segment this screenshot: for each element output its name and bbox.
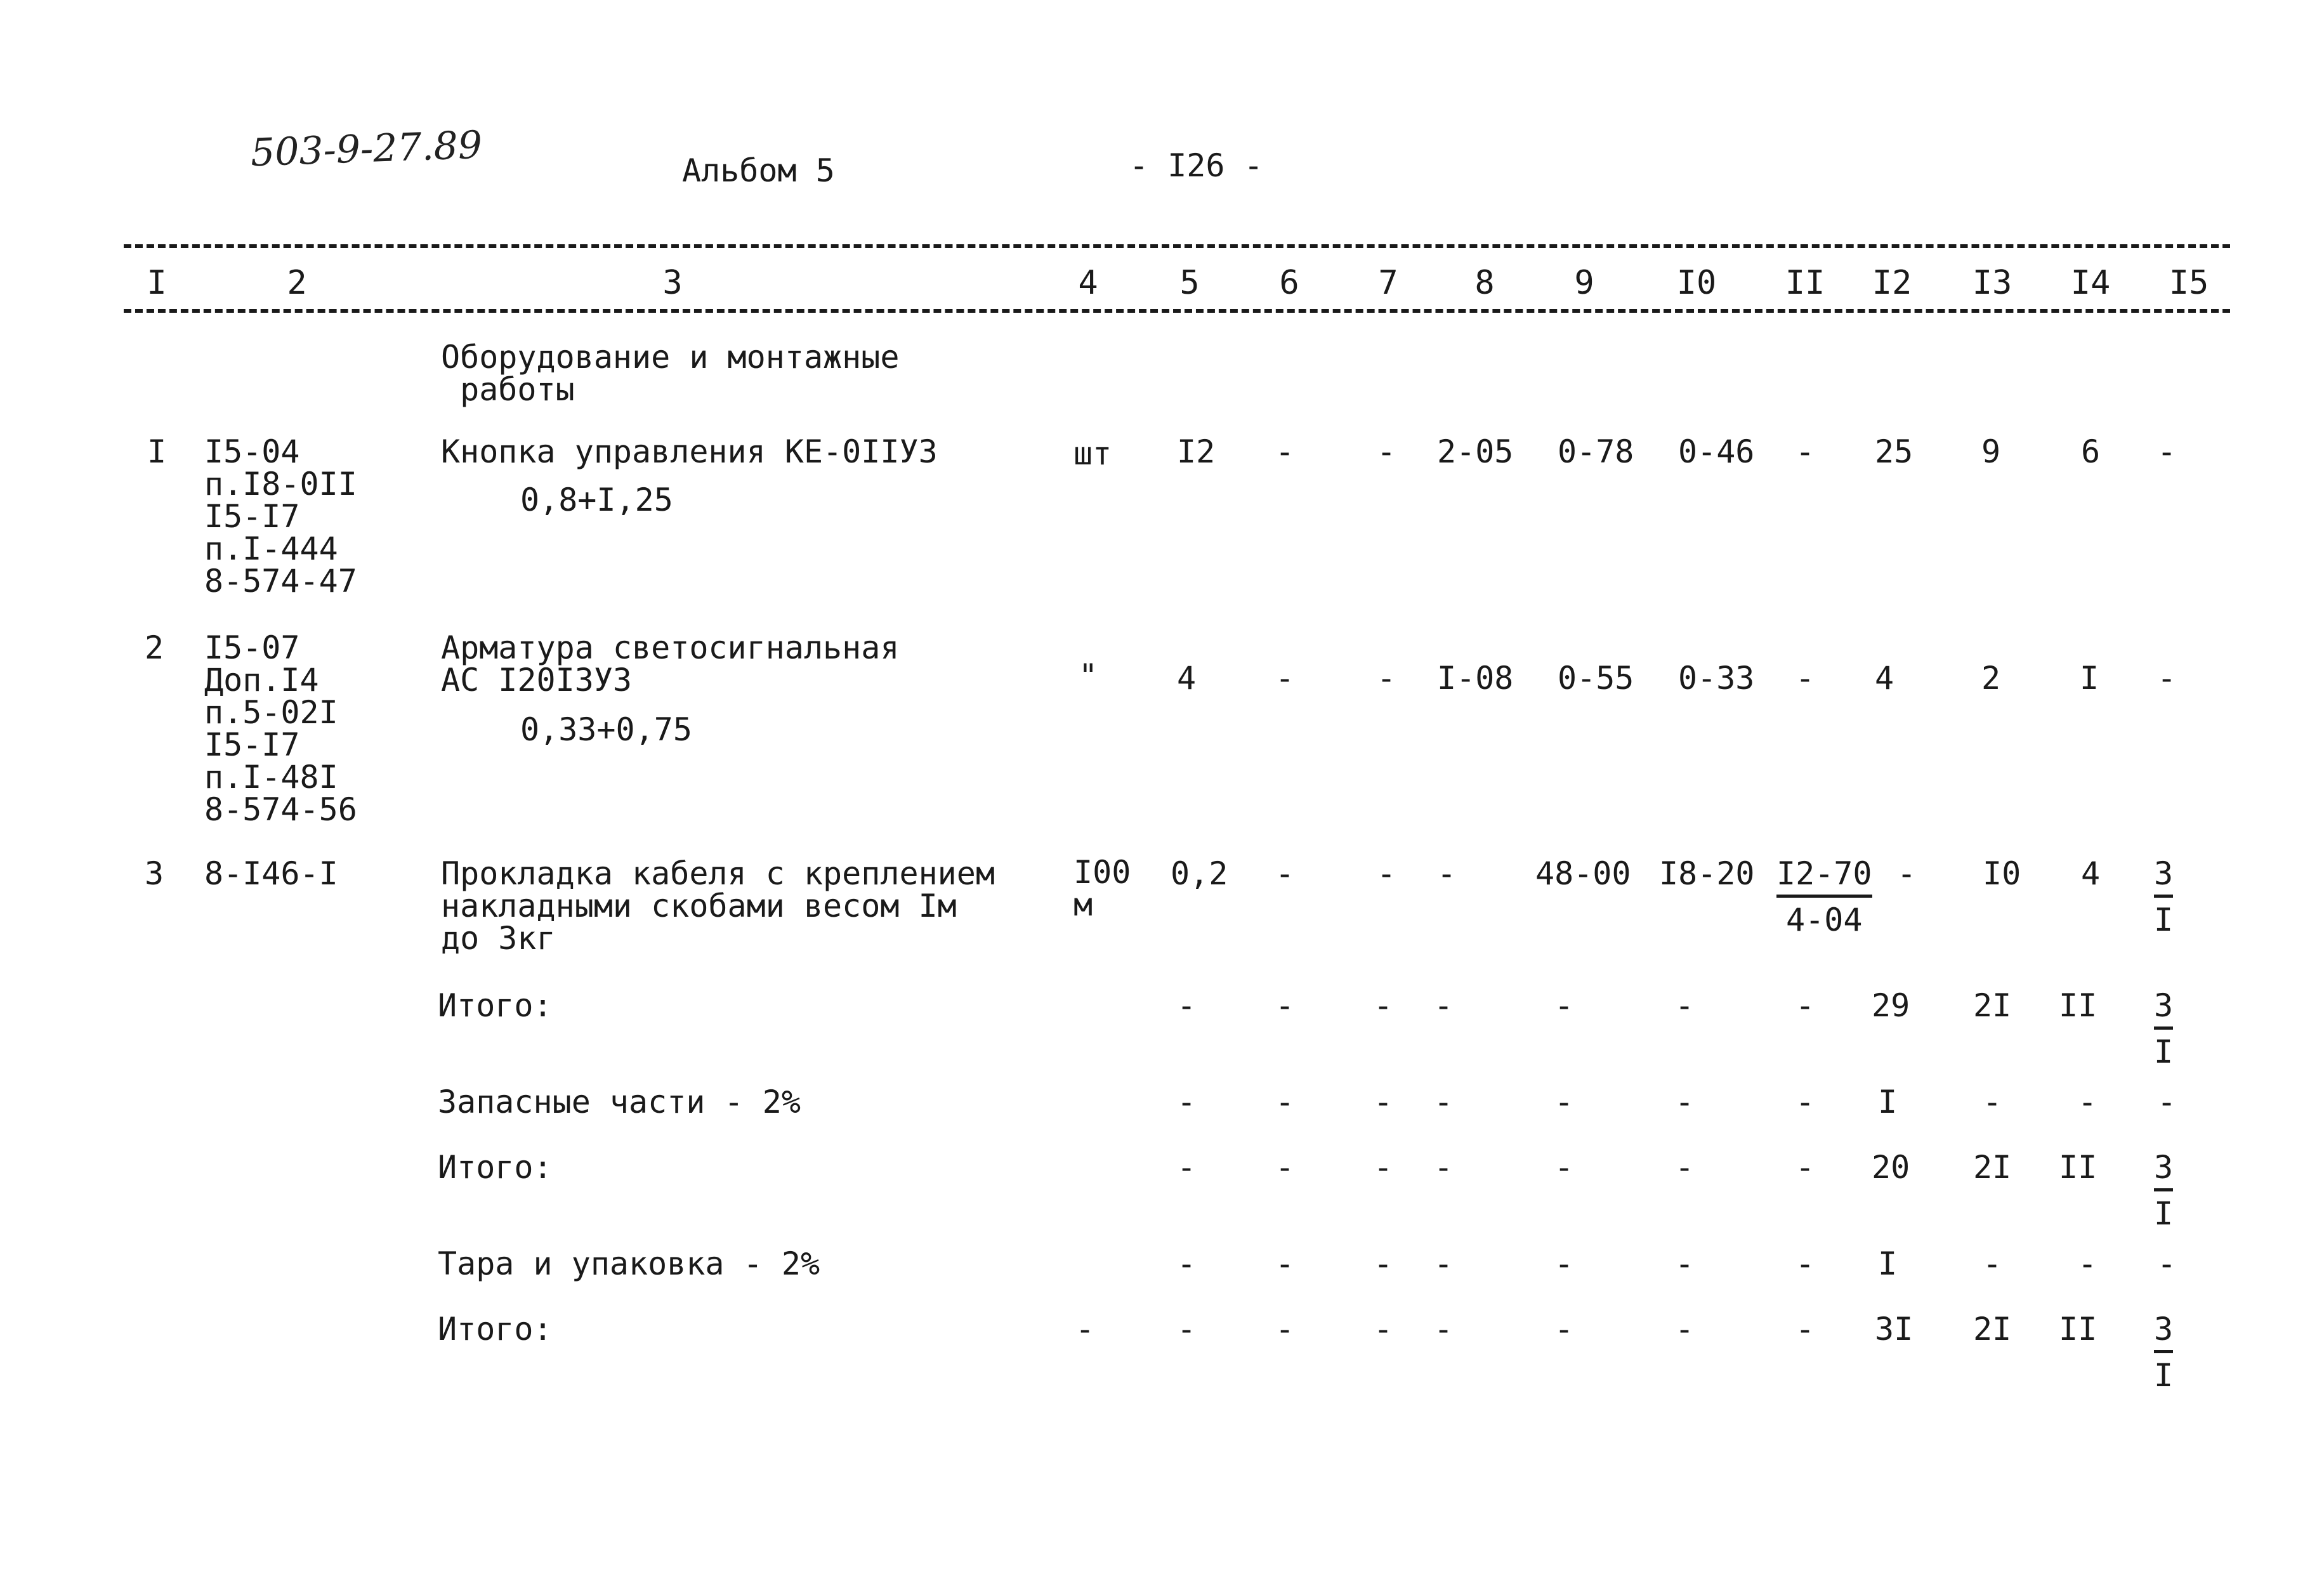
summary-col14: II (2059, 1149, 2098, 1186)
summary-dash: - (1374, 1245, 1393, 1282)
column-header-10: I0 (1676, 264, 1717, 302)
row-col8: - (1437, 855, 1457, 892)
row-col14: 6 (2081, 433, 2101, 470)
row-col13: 9 (1981, 433, 2001, 470)
summary-dash: - (1275, 1311, 1295, 1348)
row-col13: 2 (1981, 660, 2001, 697)
row-col11: - (1796, 433, 1815, 470)
row-col9: 0-78 (1558, 433, 1634, 470)
summary-col15: - (2157, 1245, 2177, 1282)
summary-dash: - (1374, 1149, 1393, 1186)
row-col14: I (2080, 660, 2099, 697)
column-header-12: I2 (1872, 264, 1912, 302)
summary-dash: - (1434, 1149, 1454, 1186)
row-col9: 48-00 (1535, 855, 1631, 892)
row-col8: 2-05 (1437, 433, 1514, 470)
row-description: Прокладка кабеля с креплением накладными скобами весом Iм до 3кг (441, 855, 995, 957)
summary-label: Запасные части - 2% (438, 1084, 801, 1120)
summary-col13: 2I (1973, 987, 2012, 1024)
fraction-denominator: I (2154, 1357, 2174, 1394)
summary-dash: - (1275, 987, 1295, 1024)
row-reference: I5-04 п.I8-0II I5-I7 п.I-444 8-574-47 (204, 433, 357, 600)
handwritten-code: 503-9-27.89 (249, 122, 483, 176)
row-col13: I0 (1983, 855, 2021, 892)
row-col10: I8-20 (1659, 855, 1755, 892)
row-col15-fraction (2154, 855, 2174, 938)
row-number: I (147, 433, 167, 470)
summary-col14: - (2078, 1084, 2098, 1120)
summary-dash: - (1796, 987, 1815, 1024)
summary-dash: - (1554, 1149, 1574, 1186)
summary-label: Итого: (438, 987, 553, 1024)
summary-dash: - (1434, 1084, 1454, 1120)
summary-dash: - (1374, 1084, 1393, 1120)
column-header-1: I (147, 264, 167, 302)
row-reference: I5-07 Доп.I4 п.5-02I I5-I7 п.I-48I 8-574-56 (204, 629, 357, 828)
summary-label: Итого: (438, 1311, 553, 1348)
summary-col12: I (1878, 1245, 1898, 1282)
page-number: - I26 - (1129, 147, 1263, 184)
row-unit: шт (1073, 435, 1112, 472)
row-col10: 0-33 (1678, 660, 1755, 697)
row-col11-fraction (1776, 855, 1872, 938)
column-header-6: 6 (1279, 264, 1299, 302)
fraction-numerator: I2-70 (1776, 858, 1872, 898)
row-col12: 25 (1875, 433, 1914, 470)
summary-col12: I (1878, 1084, 1898, 1120)
fraction-denominator: 4-04 (1786, 902, 1863, 938)
summary-col14: II (2059, 1311, 2098, 1348)
summary-dash: - (1374, 1311, 1393, 1348)
row-col5: 0,2 (1171, 855, 1228, 892)
row-col11: - (1796, 660, 1815, 697)
summary-col15-fraction (2154, 987, 2174, 1070)
summary-dash: - (1177, 1245, 1197, 1282)
row-col5: 4 (1177, 660, 1197, 697)
row-col10: 0-46 (1678, 433, 1755, 470)
row-col6: - (1275, 660, 1295, 697)
summary-dash: - (1177, 1084, 1197, 1120)
summary-dash: - (1675, 987, 1695, 1024)
row-col7: - (1377, 855, 1396, 892)
fraction-denominator: I (2154, 902, 2174, 938)
row-col14: 4 (2081, 855, 2101, 892)
row-col15: - (2157, 433, 2177, 470)
summary-col12: 3I (1875, 1311, 1914, 1348)
row-col7: - (1377, 433, 1396, 470)
header-top-rule (124, 244, 2230, 248)
summary-col13: 2I (1973, 1149, 2012, 1186)
summary-label: Итого: (438, 1149, 553, 1186)
row-unit: I00 м (1073, 854, 1131, 923)
summary-dash: - (1675, 1149, 1695, 1186)
row-col12: 4 (1875, 660, 1894, 697)
summary-dash: - (1796, 1149, 1815, 1186)
fraction-denominator: I (2154, 1195, 2174, 1232)
summary-dash: - (1434, 987, 1454, 1024)
summary-dash: - (1275, 1149, 1295, 1186)
summary-dash: - (1796, 1311, 1815, 1348)
summary-col12: 29 (1872, 987, 1910, 1024)
summary-dash: - (1554, 1245, 1574, 1282)
row-col9: 0-55 (1558, 660, 1634, 697)
summary-dash: - (1177, 1311, 1197, 1348)
column-header-14: I4 (2070, 264, 2111, 302)
summary-dash: - (1434, 1245, 1454, 1282)
row-col8: I-08 (1437, 660, 1514, 697)
header-bottom-rule (124, 309, 2230, 313)
summary-col15-fraction (2154, 1151, 2173, 1230)
summary-col15-fraction (2154, 1311, 2174, 1394)
column-header-9: 9 (1574, 264, 1594, 302)
row-number: 3 (145, 855, 164, 892)
column-header-3: 3 (662, 264, 683, 302)
summary-col15: - (2157, 1084, 2177, 1120)
column-header-5: 5 (1179, 264, 1200, 302)
row-coefficients: 0,8+I,25 (520, 482, 673, 518)
fraction-numerator: 3 (2154, 1151, 2173, 1191)
column-header-13: I3 (1972, 264, 2012, 302)
summary-dash: - (1177, 987, 1197, 1024)
row-col6: - (1275, 433, 1295, 470)
row-number: 2 (145, 629, 164, 666)
column-header-4: 4 (1078, 264, 1098, 302)
row-col5: I2 (1177, 433, 1216, 470)
row-unit: " (1079, 657, 1098, 694)
row-col12: - (1897, 855, 1917, 892)
column-header-8: 8 (1474, 264, 1495, 302)
row-col15: - (2157, 660, 2177, 697)
row-reference: 8-I46-I (204, 855, 338, 892)
fraction-numerator: 3 (2154, 990, 2173, 1030)
row-description: Кнопка управления КЕ-0IIУ3 (441, 433, 938, 470)
summary-dash: - (1675, 1084, 1695, 1120)
column-header-11: II (1785, 264, 1825, 302)
fraction-denominator: I (2154, 1033, 2174, 1070)
summary-dash: - (1796, 1084, 1815, 1120)
summary-dash: - (1554, 1084, 1574, 1120)
summary-col13: - (1983, 1084, 2002, 1120)
summary-dash: - (1177, 1149, 1197, 1186)
section-title: Оборудование и монтажные работы (441, 339, 900, 408)
column-header-2: 2 (287, 264, 307, 302)
summary-col13: - (1983, 1245, 2002, 1282)
fraction-numerator: 3 (2154, 1313, 2173, 1353)
column-header-7: 7 (1378, 264, 1398, 302)
fraction-numerator: 3 (2154, 858, 2173, 898)
row-description: Арматура светосигнальная АС I20I3У3 (441, 629, 900, 698)
album-label: Альбом 5 (682, 152, 835, 189)
row-col7: - (1377, 660, 1396, 697)
column-header-15: I5 (2169, 264, 2209, 302)
summary-col12: 20 (1872, 1149, 1910, 1186)
summary-dash: - (1675, 1245, 1695, 1282)
summary-dash: - (1554, 1311, 1574, 1348)
summary-unit: - (1075, 1311, 1095, 1348)
summary-dash: - (1796, 1245, 1815, 1282)
summary-dash: - (1275, 1245, 1295, 1282)
summary-dash: - (1275, 1084, 1295, 1120)
summary-dash: - (1554, 987, 1574, 1024)
summary-col14: II (2059, 987, 2098, 1024)
summary-dash: - (1675, 1311, 1695, 1348)
summary-dash: - (1374, 987, 1393, 1024)
summary-col14: - (2078, 1245, 2098, 1282)
summary-label: Тара и упаковка - 2% (438, 1245, 820, 1282)
summary-dash: - (1434, 1311, 1454, 1348)
row-coefficients: 0,33+0,75 (520, 711, 692, 748)
row-col6: - (1275, 855, 1295, 892)
summary-col13: 2I (1973, 1311, 2012, 1348)
